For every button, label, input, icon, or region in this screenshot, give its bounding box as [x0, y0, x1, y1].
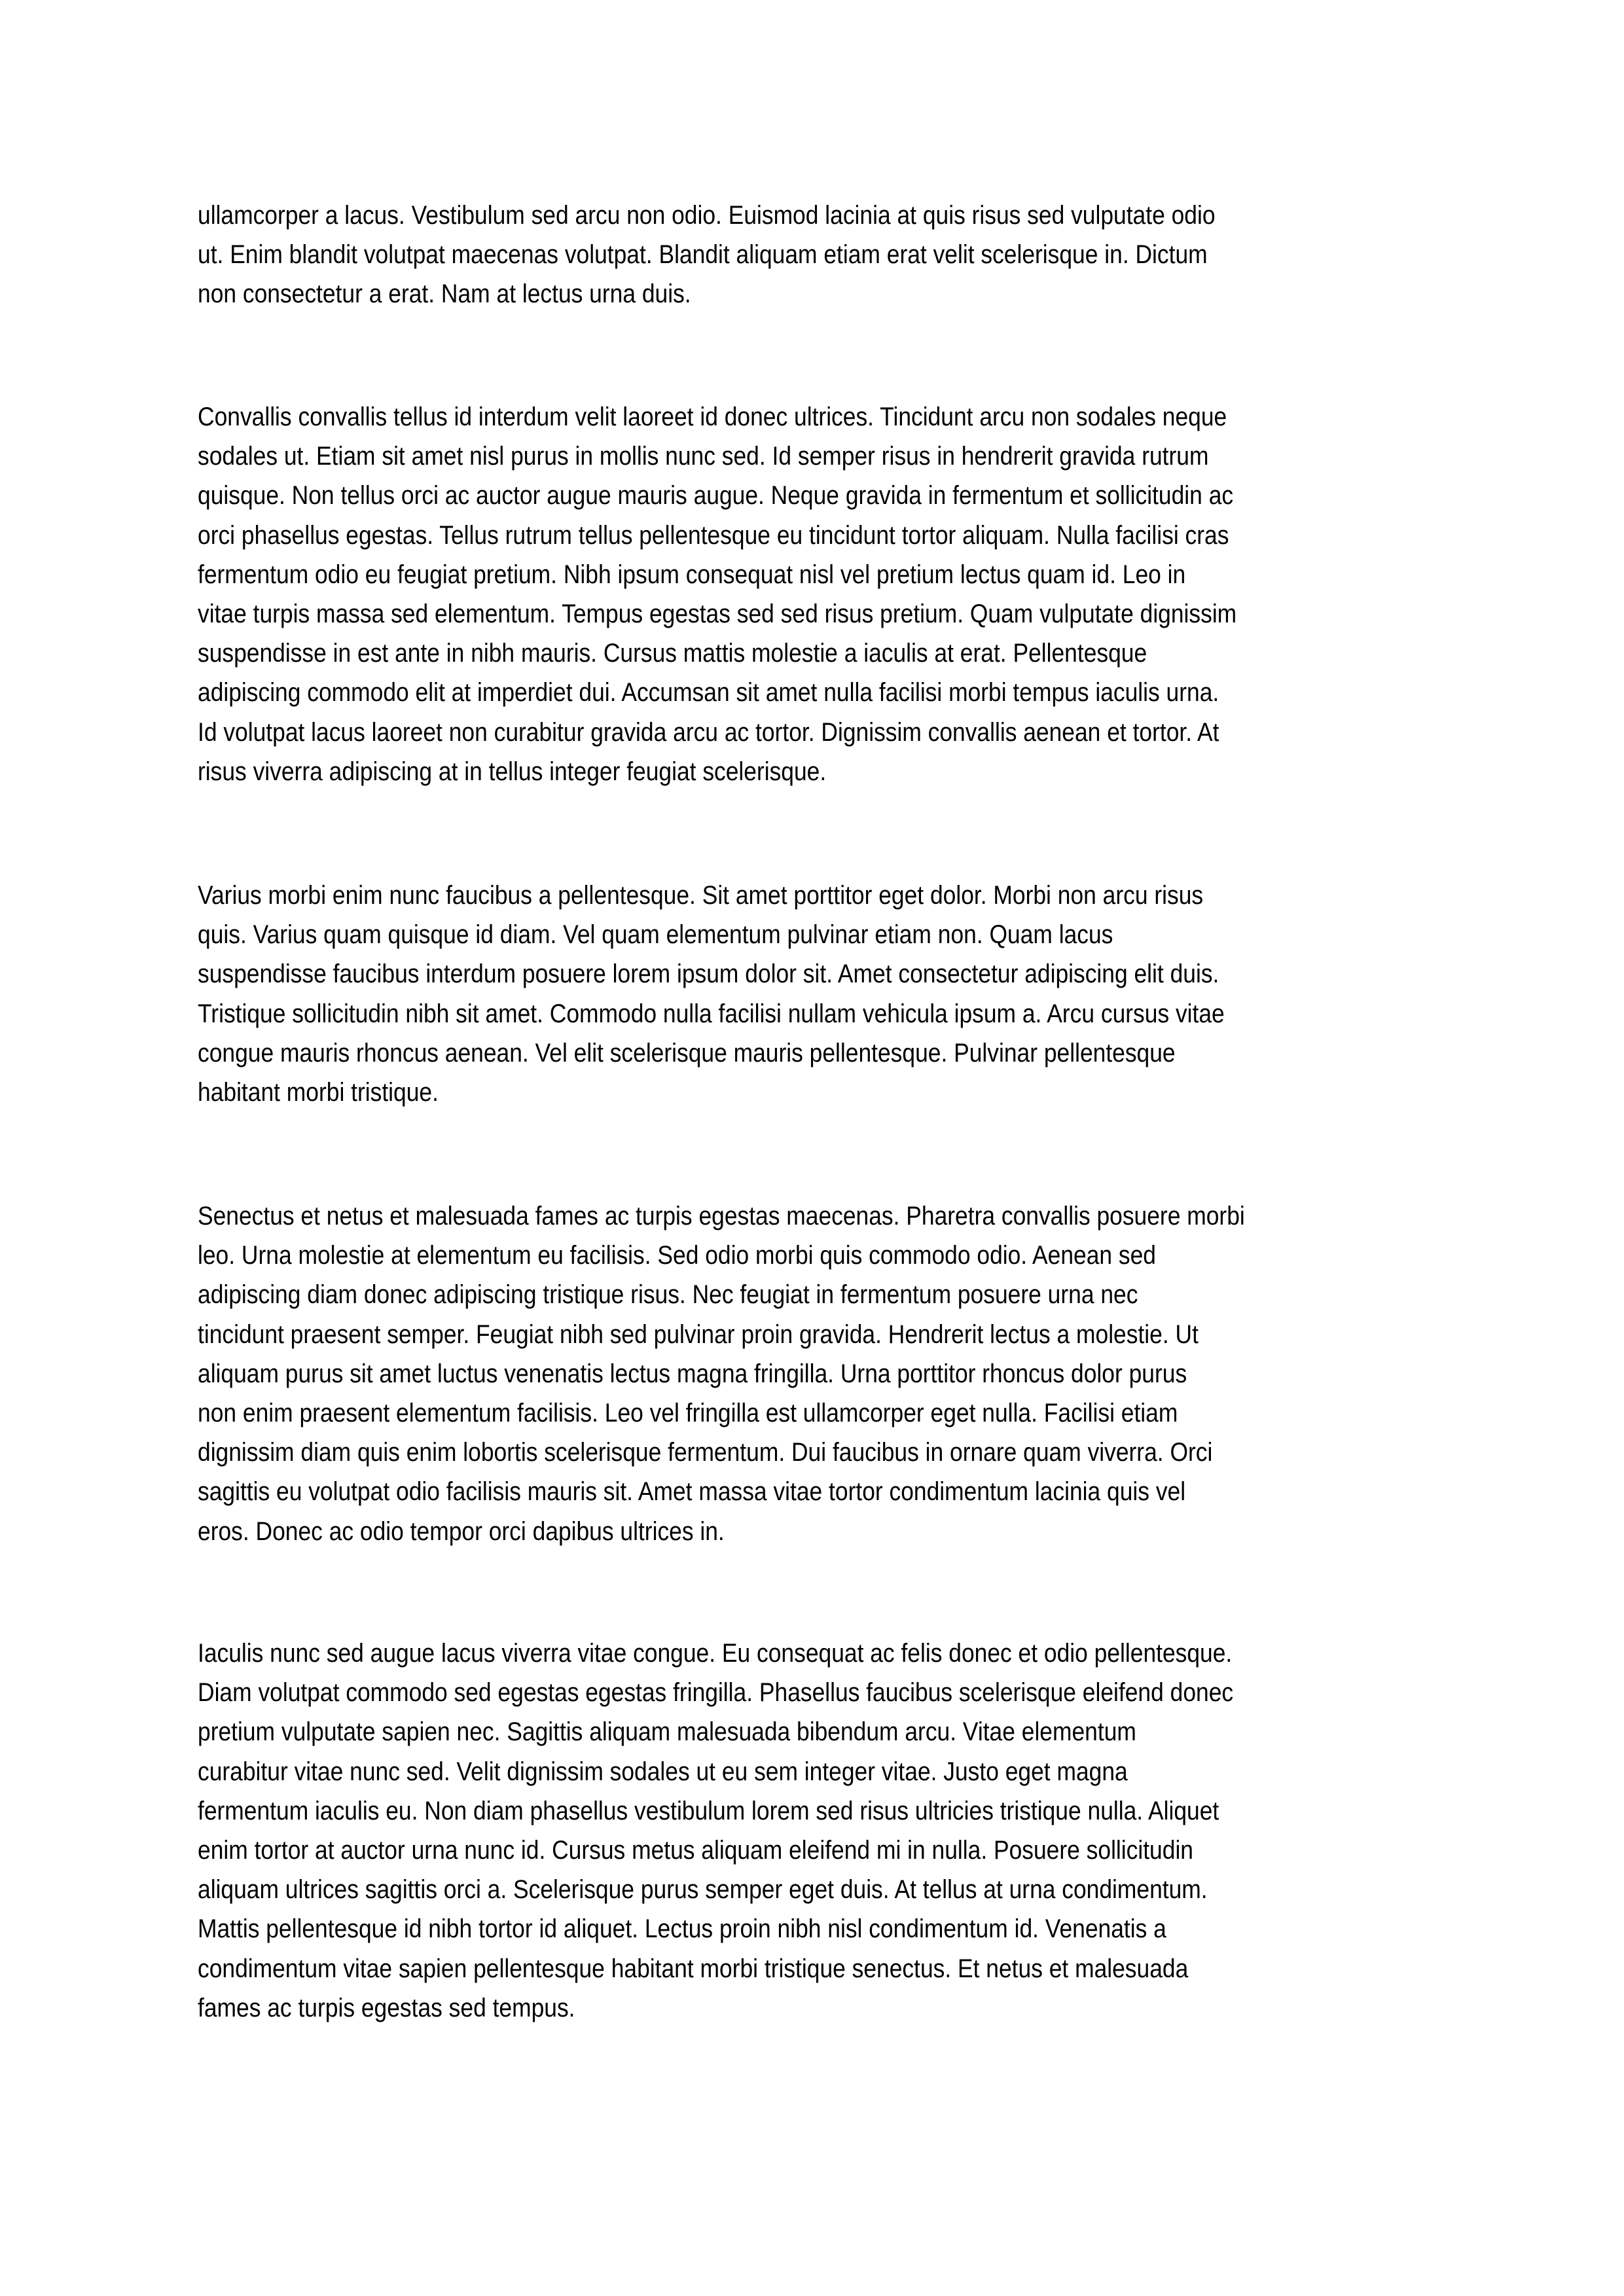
text-line: sodales ut. Etiam sit amet nisl purus in mollis nunc sed. Id semper risus in hendrerit gravida rutrum — [198, 442, 1209, 471]
text-line: Mattis pellentesque id nibh tortor id aliquet. Lectus proin nibh nisl condimentum id. Venenatis a — [198, 1914, 1166, 1944]
text-line: Senectus et netus et malesuada fames ac turpis egestas maecenas. Pharetra convallis posuere morbi — [198, 1202, 1245, 1230]
text-line: Tristique sollicitudin nibh sit amet. Commodo nulla facilisi nullam vehicula ipsum a. Arcu cursus vitae — [198, 999, 1225, 1028]
text-line: risus viverra adipiscing at in tellus integer feugiat scelerisque. — [198, 757, 827, 786]
text-line: Iaculis nunc sed augue lacus viverra vitae congue. Eu consequat ac felis donec et odio pellentesque. — [198, 1639, 1233, 1668]
text-line: orci phasellus egestas. Tellus rutrum tellus pellentesque eu tincidunt tortor aliquam. Nulla facilisi cras — [198, 520, 1229, 550]
paragraph-2 — [198, 397, 1428, 791]
text-line: aliquam ultrices sagittis orci a. Scelerisque purus semper eget duis. At tellus at urna condimentum. — [198, 1875, 1208, 1905]
text-line: suspendisse in est ante in nibh mauris. Cursus mattis molestie a iaculis at erat. Pellentesque — [198, 639, 1147, 668]
text-line: non enim praesent elementum facilisis. Leo vel fringilla est ullamcorper eget nulla. Facilisi etiam — [198, 1398, 1178, 1427]
text-line: non consectetur a erat. Nam at lectus urna duis. — [198, 279, 691, 309]
paragraph-1 — [198, 196, 1428, 314]
text-line: quisque. Non tellus orci ac auctor augue mauris augue. Neque gravida in fermentum et sollicitudin ac — [198, 481, 1234, 511]
paragraph-5 — [198, 1634, 1428, 2028]
text-line: ut. Enim blandit volutpat maecenas volutpat. Blandit aliquam etiam erat velit scelerisque in. Dictum — [198, 240, 1208, 270]
text-line: Convallis convallis tellus id interdum velit laoreet id donec ultrices. Tincidunt arcu non sodales neque — [198, 403, 1227, 431]
text-line: vitae turpis massa sed elementum. Tempus egestas sed sed risus pretium. Quam vulputate dignissim — [198, 599, 1237, 628]
text-line: leo. Urna molestie at elementum eu facilisis. Sed odio morbi quis commodo odio. Aenean sed — [198, 1241, 1156, 1270]
text-line: tincidunt praesent semper. Feugiat nibh sed pulvinar proin gravida. Hendrerit lectus a molestie. Ut — [198, 1319, 1199, 1349]
text-line: Id volutpat lacus laoreet non curabitur gravida arcu ac tortor. Dignissim convallis aenean et tortor. At — [198, 717, 1219, 747]
text-line: pretium vulputate sapien nec. Sagittis aliquam malesuada bibendum arcu. Vitae elementum — [198, 1717, 1136, 1747]
text-line: suspendisse faucibus interdum posuere lorem ipsum dolor sit. Amet consectetur adipiscing elit duis. — [198, 960, 1219, 989]
text-line: Varius morbi enim nunc faucibus a pellentesque. Sit amet porttitor eget dolor. Morbi non arcu risus — [198, 881, 1204, 910]
text-line: fermentum iaculis eu. Non diam phasellus vestibulum lorem sed risus ultricies tristique nulla. Aliquet — [198, 1796, 1219, 1825]
text-line: Diam volutpat commodo sed egestas egestas fringilla. Phasellus faucibus scelerisque eleifend donec — [198, 1678, 1234, 1708]
text-line: condimentum vitae sapien pellentesque habitant morbi tristique senectus. Et netus et malesuada — [198, 1954, 1189, 1983]
text-line: dignissim diam quis enim lobortis scelerisque fermentum. Dui faucibus in ornare quam viverra. Orci — [198, 1438, 1213, 1467]
text-line: enim tortor at auctor urna nunc id. Cursus metus aliquam eleifend mi in nulla. Posuere sollicitudin — [198, 1835, 1193, 1865]
text-line: fermentum odio eu feugiat pretium. Nibh ipsum consequat nisl vel pretium lectus quam id. Leo in — [198, 560, 1186, 589]
text-line: aliquam purus sit amet luctus venenatis lectus magna fringilla. Urna porttitor rhoncus dolor purus — [198, 1359, 1187, 1388]
text-line: habitant morbi tristique. — [198, 1077, 439, 1107]
paragraph-3 — [198, 876, 1428, 1112]
text-line: congue mauris rhoncus aenean. Vel elit scelerisque mauris pellentesque. Pulvinar pellentesque — [198, 1038, 1176, 1067]
text-line: eros. Donec ac odio tempor orci dapibus ultrices in. — [198, 1516, 725, 1546]
text-line: ullamcorper a lacus. Vestibulum sed arcu non odio. Euismod lacinia at quis risus sed vulputate odio — [198, 201, 1216, 230]
paragraph-4 — [198, 1196, 1428, 1551]
text-line: curabitur vitae nunc sed. Velit dignissim sodales ut eu sem integer vitae. Justo eget magna — [198, 1757, 1128, 1786]
text-line: sagittis eu volutpat odio facilisis mauris sit. Amet massa vitae tortor condimentum lacinia quis vel — [198, 1477, 1186, 1507]
text-line: adipiscing commodo elit at imperdiet dui. Accumsan sit amet nulla facilisi morbi tempus iaculis urna. — [198, 678, 1219, 708]
text-line: fames ac turpis egestas sed tempus. — [198, 1993, 575, 2022]
text-line: quis. Varius quam quisque id diam. Vel quam elementum pulvinar etiam non. Quam lacus — [198, 920, 1113, 950]
text-line: adipiscing diam donec adipiscing tristique risus. Nec feugiat in fermentum posuere urna nec — [198, 1280, 1138, 1310]
